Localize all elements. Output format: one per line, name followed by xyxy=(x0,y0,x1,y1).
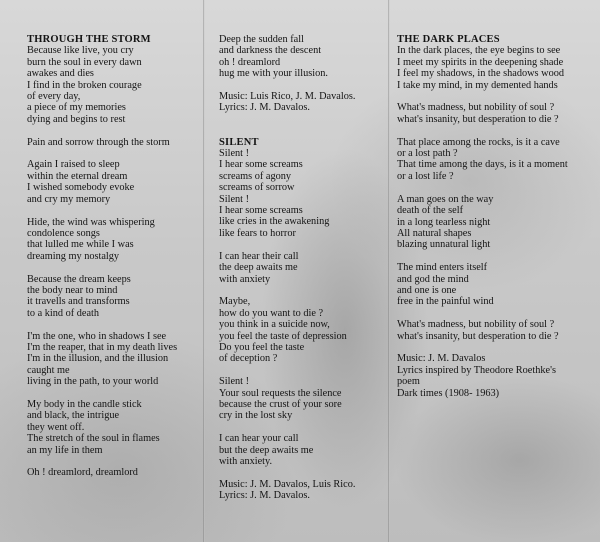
lyric-line: I'm in the illusion, and the illusion xyxy=(27,353,169,365)
lyric-line: hug me with your illusion. xyxy=(219,68,328,80)
lyric-line: Because like live, you cry xyxy=(27,45,134,57)
lyric-line: burn the soul in every dawn xyxy=(27,56,142,68)
stanza-break xyxy=(27,319,177,330)
stanza-break xyxy=(397,91,568,102)
lyric-line: What's madness, but nobility of soul ? xyxy=(397,102,555,114)
lyric-line: Lyrics: J. M. Davalos. xyxy=(219,490,310,502)
lyrics-continued xyxy=(219,34,355,114)
lyric-line: cry in the lost sky xyxy=(219,410,293,422)
lyric-line: I'm the one, who in shadows I see xyxy=(27,330,167,342)
lyric-line: Your soul requests the silence xyxy=(219,387,342,399)
lyric-line: or a lost path ? xyxy=(397,148,458,160)
stanza-break xyxy=(27,125,177,136)
stanza-break xyxy=(219,80,355,91)
lyric-line: Lyrics inspired by Theodore Roethke's xyxy=(397,364,556,376)
lyric-line: poem xyxy=(397,376,420,388)
lyric-line: you feel the taste of depression xyxy=(219,330,347,342)
lyric-line: dreaming my nostalgy xyxy=(27,250,120,262)
lyric-line: I find in the broken courage xyxy=(27,79,142,91)
stanza-break xyxy=(27,456,177,467)
lyric-line: how do you want to die ? xyxy=(219,307,324,319)
lyric-line: or a lost life ? xyxy=(397,170,454,182)
lyric-line: living in the path, to your world xyxy=(27,376,159,388)
stanza-break xyxy=(219,467,355,478)
stanza-break xyxy=(397,125,568,136)
lyric-line: I hear some screams xyxy=(219,205,303,217)
stanza-break xyxy=(397,251,568,262)
lyrics xyxy=(397,45,568,399)
stanza-break xyxy=(219,239,355,250)
lyric-line: That place among the rocks, is it a cave xyxy=(397,136,560,148)
lyric-line: Do you feel the taste xyxy=(219,341,305,353)
stanza-break xyxy=(219,285,355,296)
lyric-line: In the dark places, the eye begins to see xyxy=(397,45,561,57)
lyric-line: you think in a suicide now, xyxy=(219,319,330,331)
lyric-line: like cries in the awakening xyxy=(219,216,330,228)
lyric-line: Pain and sorrow through the storm xyxy=(27,136,170,148)
lyric-line: with anxiety. xyxy=(219,456,273,467)
lyric-line: and black, the intrigue xyxy=(27,410,120,422)
lyric-line: screams of agony xyxy=(219,170,292,182)
song-title: THE DARK PLACES xyxy=(397,34,500,45)
lyric-line: and one is one xyxy=(397,284,457,296)
lyric-line: within the eternal dream xyxy=(27,170,128,182)
lyric-line: it travells and transforms xyxy=(27,296,130,308)
lyric-line: I hear some screams xyxy=(219,159,303,171)
lyric-line: My body in the candle stick xyxy=(27,399,142,410)
column-through-the-storm xyxy=(27,34,177,479)
lyric-line: That time among the days, is it a moment xyxy=(397,159,568,171)
lyric-line: oh ! dreamlord xyxy=(219,56,281,68)
lyric-line: Silent ! xyxy=(219,193,250,205)
lyric-line: awakes and dies xyxy=(27,68,94,80)
lyric-line: I feel my shadows, in the shadows wood xyxy=(397,68,565,80)
lyric-line: I take my mind, in my demented hands xyxy=(397,79,558,91)
lyric-line: caught me xyxy=(27,364,70,376)
lyric-line: Dark times (1908- 1963) xyxy=(397,387,500,399)
lyric-line: the body near to mind xyxy=(27,284,118,296)
lyric-line: condolence songs xyxy=(27,227,100,239)
stanza-break xyxy=(27,262,177,273)
lyric-line: to a kind of death xyxy=(27,307,100,319)
lyric-line: Music: J. M. Davalos, Luis Rico. xyxy=(219,478,356,490)
lyric-line: Music: J. M. Davalos xyxy=(397,353,486,365)
lyric-line: Silent ! xyxy=(219,148,250,160)
lyric-line: the deep awaits me xyxy=(219,262,298,274)
lyric-line: Silent ! xyxy=(219,376,250,388)
lyric-line: I can hear their call xyxy=(219,250,299,262)
lyric-line: Lyrics: J. M. Davalos. xyxy=(219,102,310,114)
stanza-break xyxy=(397,342,568,353)
song-title: THROUGH THE STORM xyxy=(27,34,151,45)
lyric-line: what's insanity, but desperation to die ? xyxy=(397,330,559,342)
lyric-line: but the deep awaits me xyxy=(219,444,314,456)
lyric-line: because the crust of your sore xyxy=(219,398,342,410)
lyric-line: I wished somebody evoke xyxy=(27,182,135,194)
lyric-line: Again I raised to sleep xyxy=(27,159,120,171)
lyric-line: with anxiety xyxy=(219,273,271,285)
lyric-line: and darkness the descent xyxy=(219,45,322,57)
lyric-line: What's madness, but nobility of soul ? xyxy=(397,319,555,331)
stanza-break xyxy=(219,365,355,376)
lyric-line: I can hear your call xyxy=(219,433,299,445)
lyric-line: The mind enters itself xyxy=(397,262,488,274)
lyrics xyxy=(27,45,177,478)
stanza-break xyxy=(27,205,177,216)
stanza-break xyxy=(397,182,568,193)
lyric-line: an my life in them xyxy=(27,444,103,456)
lyric-line: Oh ! dreamlord, dreamlord xyxy=(27,467,138,479)
lyric-line: and god the mind xyxy=(397,273,469,285)
column-silent xyxy=(219,34,355,502)
stanza-break xyxy=(27,148,177,159)
song-title: SILENT xyxy=(219,136,259,148)
lyric-line: a piece of my memories xyxy=(27,102,126,114)
lyric-line: of deception ? xyxy=(219,353,278,365)
panel-fold xyxy=(388,0,390,542)
lyric-line: I meet my spirits in the deepening shade xyxy=(397,56,564,68)
lyric-line: and cry my memory xyxy=(27,193,111,205)
lyric-line: I'm the reaper, that in my death lives xyxy=(27,341,178,353)
lyric-line: Deep the sudden fall xyxy=(219,34,304,45)
lyric-line: they went off. xyxy=(27,421,85,433)
lyric-line: A man goes on the way xyxy=(397,193,494,205)
column-the-dark-places xyxy=(397,34,568,399)
lyrics xyxy=(219,148,355,502)
lyric-line: free in the painful wind xyxy=(397,296,494,308)
lyric-line: blazing unnatural light xyxy=(397,239,491,251)
lyric-line: screams of sorrow xyxy=(219,182,295,194)
lyric-line: that lulled me while I was xyxy=(27,239,134,251)
lyric-line: in a long tearless night xyxy=(397,216,491,228)
lyric-line: Hide, the wind was whispering xyxy=(27,216,155,228)
lyric-line: Because the dream keeps xyxy=(27,273,131,285)
lyric-line: of every day, xyxy=(27,91,81,103)
lyric-line: what's insanity, but desperation to die ? xyxy=(397,113,559,125)
lyric-line: dying and begins to rest xyxy=(27,113,126,125)
lyric-line: The stretch of the soul in flames xyxy=(27,433,160,445)
lyric-line: All natural shapes xyxy=(397,227,472,239)
stanza-break xyxy=(397,308,568,319)
lyric-line: like fears to horror xyxy=(219,227,296,239)
panel-fold xyxy=(203,0,205,542)
lyric-line: Music: Luis Rico, J. M. Davalos. xyxy=(219,91,356,103)
lyric-line: Maybe, xyxy=(219,296,251,308)
lyric-line: death of the self xyxy=(397,205,464,217)
stanza-break xyxy=(27,388,177,399)
stanza-break xyxy=(219,422,355,433)
